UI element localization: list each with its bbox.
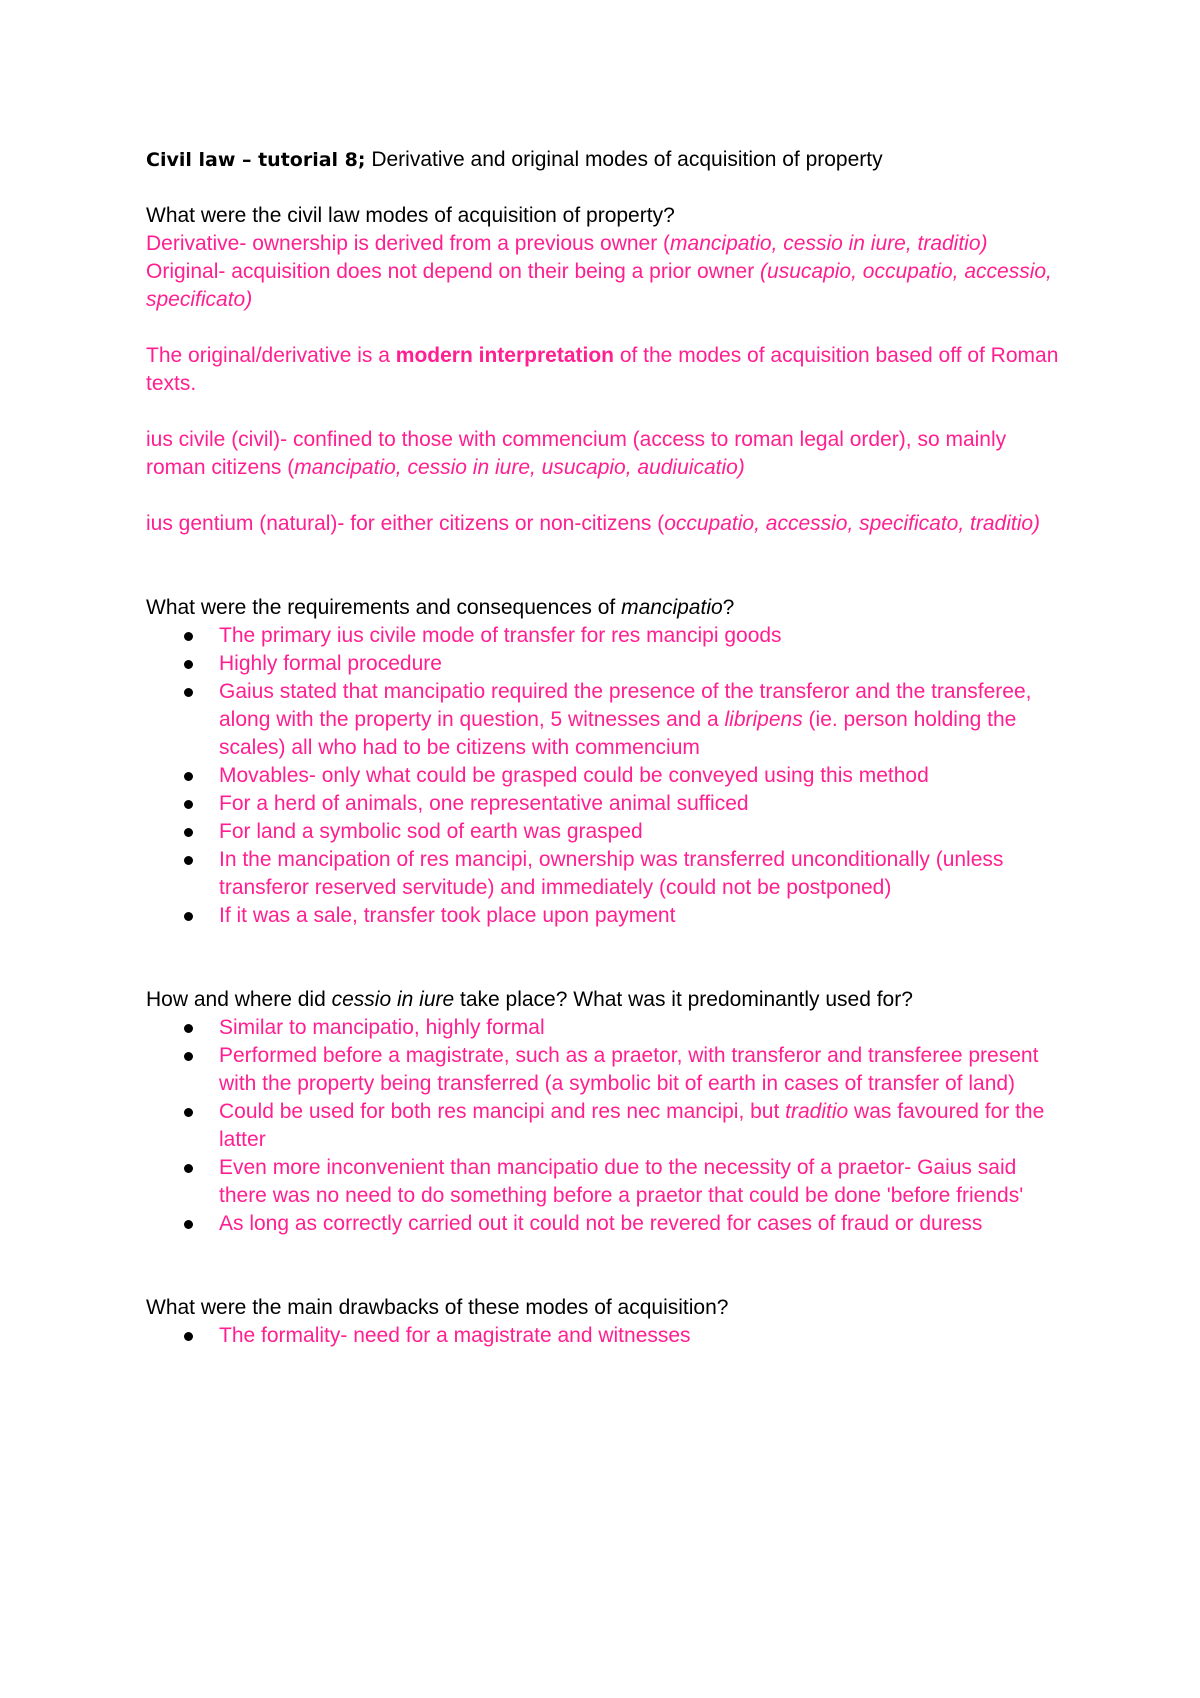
cessio-q-pre: How and where did xyxy=(146,988,332,1011)
gentium-text: ius gentium (natural)- for either citizens or non-citizens ( xyxy=(146,512,665,535)
derivative-text: Derivative- ownership is derived from a previous owner ( xyxy=(146,232,671,255)
answer-original xyxy=(146,258,1066,314)
list-item: In the mancipation of res mancipi, ownership was transferred unconditionally (unless transferor reserved servitude) and immediately (could not be postponed) xyxy=(146,846,1066,902)
mancipatio-q-term: mancipatio xyxy=(621,596,723,619)
list-item: For land a symbolic sod of earth was grasped xyxy=(146,818,1066,846)
cessio-b3-pre: Could be used for both res mancipi and res nec mancipi, but xyxy=(219,1100,786,1123)
question-mancipatio xyxy=(146,594,1066,622)
list-item: As long as correctly carried out it could not be revered for cases of fraud or duress xyxy=(146,1210,1066,1238)
list-item: Even more inconvenient than mancipatio due to the necessity of a praetor- Gaius said there was no need to do something before a praetor that could be done 'before friends' xyxy=(146,1154,1066,1210)
cessio-q-post: take place? What was it predominantly used for? xyxy=(454,988,913,1011)
title-rest: Derivative and original modes of acquisition of property xyxy=(365,148,883,171)
list-item: The primary ius civile mode of transfer for res mancipi goods xyxy=(146,622,1066,650)
answer-ius-gentium xyxy=(146,510,1066,538)
gentium-examples: occupatio, accessio, specificato, traditio) xyxy=(664,512,1041,535)
title-lead: Civil law – tutorial 8; xyxy=(146,149,366,171)
page-title xyxy=(146,146,1066,174)
civile-text: ius civile (civil)- confined to those with commencium (access to roman legal order), so mainly roman citizens ( xyxy=(146,428,1007,479)
mancipatio-q-pre: What were the requirements and consequences of xyxy=(146,596,622,619)
list-item: The formality- need for a magistrate and witnesses xyxy=(146,1322,1066,1350)
cessio-b3-term: traditio xyxy=(785,1100,849,1123)
list-item: Similar to mancipatio, highly formal xyxy=(146,1014,1066,1042)
b3-post: (ie. person holding the scales) all who had to be citizens with commencium xyxy=(219,708,1017,759)
answer-ius-civile xyxy=(146,426,1066,482)
list-item: Highly formal procedure xyxy=(146,650,1066,678)
b3-pre: Gaius stated that mancipatio required the presence of the transferor and the transferee, along with the property in question, 5 witnesses and a xyxy=(219,680,1032,731)
list-item: If it was a sale, transfer took place upon payment xyxy=(146,902,1066,930)
b3-term: libripens xyxy=(724,708,803,731)
interpretation-bold: modern interpretation xyxy=(395,344,614,367)
drawbacks-list xyxy=(146,1322,1066,1350)
original-text: Original- acquisition does not depend on their being a prior owner xyxy=(146,260,761,283)
question-cessio xyxy=(146,986,1066,1014)
civile-examples: mancipatio, cessio in iure, usucapio, audiuicatio) xyxy=(294,456,745,479)
answer-interpretation xyxy=(146,342,1066,398)
interpretation-post: of the modes of acquisition based off of Roman texts. xyxy=(146,344,1059,395)
derivative-examples: mancipatio, cessio in iure, traditio xyxy=(670,232,981,255)
question-drawbacks: What were the main drawbacks of these modes of acquisition? xyxy=(146,1296,729,1319)
mancipatio-list xyxy=(146,622,1066,930)
mancipatio-q-post: ? xyxy=(722,596,735,619)
answer-derivative xyxy=(146,230,1066,258)
cessio-q-term: cessio in iure xyxy=(331,988,455,1011)
document-body xyxy=(146,146,1066,1350)
list-item xyxy=(146,678,1066,762)
derivative-close: ) xyxy=(980,232,988,255)
list-item: Movables- only what could be grasped could be conveyed using this method xyxy=(146,762,1066,790)
question-modes: What were the civil law modes of acquisition of property? xyxy=(146,204,675,227)
interpretation-pre: The original/derivative is a xyxy=(146,344,396,367)
list-item: Performed before a magistrate, such as a praetor, with transferor and transferee present with the property being transferred (a symbolic bit of earth in cases of transfer of land) xyxy=(146,1042,1066,1098)
list-item xyxy=(146,1098,1066,1154)
cessio-list xyxy=(146,1014,1066,1238)
list-item: For a herd of animals, one representative animal sufficed xyxy=(146,790,1066,818)
cessio-b3-post: was favoured for the latter xyxy=(219,1100,1045,1151)
original-examples: (usucapio, occupatio, accessio, specificato) xyxy=(146,260,1052,311)
